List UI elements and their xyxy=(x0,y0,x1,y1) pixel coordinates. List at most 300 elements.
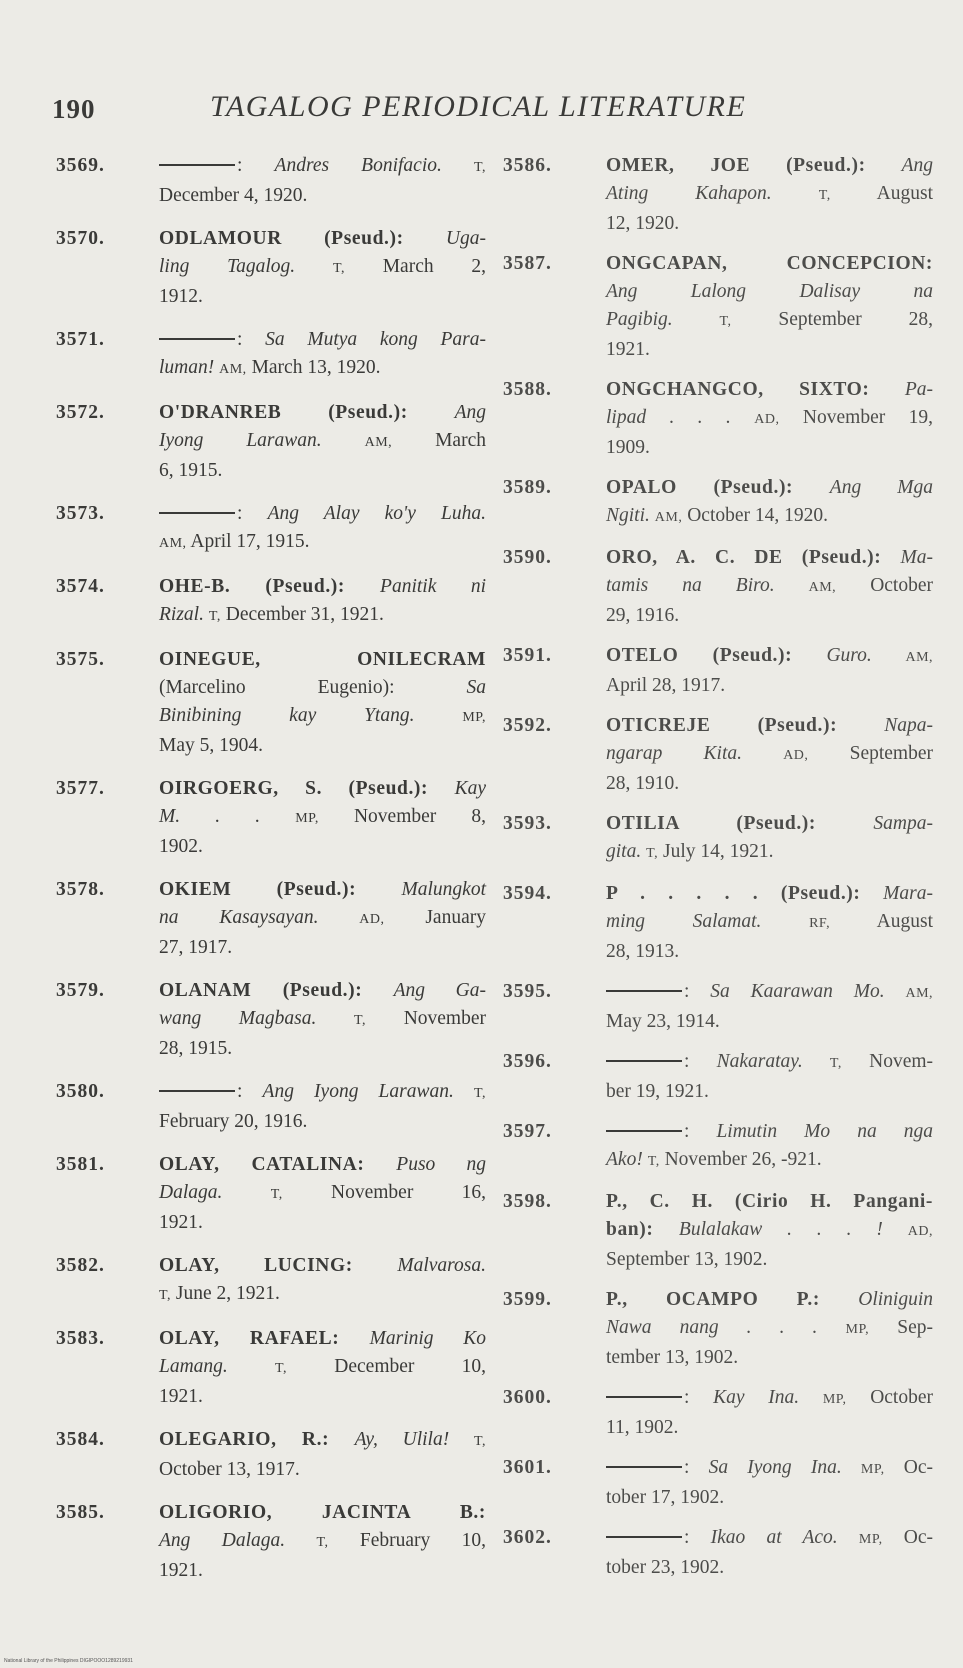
entry-line xyxy=(159,1252,486,1280)
entry-title: ling Tagalog. xyxy=(159,256,296,277)
entry-title: Sa Kaarawan Mo. xyxy=(710,981,885,1002)
publication-code: AM, xyxy=(159,536,187,551)
entry-title: Guro. xyxy=(826,645,872,666)
bibliography-entry xyxy=(56,573,486,631)
entry-text: : xyxy=(684,1387,714,1408)
entry-text: January xyxy=(384,907,486,928)
entry-title: Ating Kahapon. xyxy=(606,183,772,204)
ditto-dash xyxy=(606,990,682,992)
entry-line xyxy=(159,182,486,210)
publication-code: AM, xyxy=(905,986,934,1001)
entry-title: Ang Ga- xyxy=(393,980,486,1001)
entry-author: OPALO (Pseud.): xyxy=(606,477,830,498)
entry-number: 3591 . xyxy=(503,642,552,670)
entry-text: tober 17, 1902. xyxy=(606,1487,725,1508)
entry-line xyxy=(606,642,933,672)
entry-line xyxy=(159,1353,486,1383)
entry-title: Sa Mutya kong Para- xyxy=(265,329,487,350)
entry-number: 3601 . xyxy=(503,1454,552,1482)
bibliography-entry xyxy=(56,1325,486,1411)
entry-line xyxy=(159,283,486,311)
entry-text: : xyxy=(684,1121,717,1142)
entry-title: Bulalakaw . . . ! xyxy=(678,1219,883,1240)
entry-line xyxy=(606,1454,933,1484)
bibliography-entry xyxy=(503,1188,933,1274)
right-column xyxy=(503,152,933,1594)
entry-line xyxy=(606,770,933,798)
entry-text xyxy=(883,1219,908,1240)
entry-title: Dalaga. xyxy=(159,1182,223,1203)
entry-line xyxy=(606,572,933,602)
entry-line xyxy=(159,646,486,674)
entry-line xyxy=(606,278,933,306)
entry-line xyxy=(159,977,486,1005)
entry-title: Sa xyxy=(466,677,486,698)
entry-title: ming Salamat. xyxy=(606,911,762,932)
entry-text xyxy=(454,1081,474,1102)
entry-text: : xyxy=(684,1527,711,1548)
bibliography-entry xyxy=(56,977,486,1063)
entry-line xyxy=(606,210,933,238)
bibliography-entry xyxy=(503,1048,933,1106)
entry-author: O'DRANREB (Pseud.): xyxy=(159,402,455,423)
entry-text xyxy=(442,155,474,176)
entry-number: 3572 . xyxy=(56,399,105,427)
page-header xyxy=(52,90,932,140)
publication-code: T, xyxy=(159,1288,172,1303)
entry-line xyxy=(159,457,486,485)
entry-text xyxy=(872,645,906,666)
entry-title: Ang Mga xyxy=(829,477,933,498)
entry-text: Oc- xyxy=(882,1527,934,1548)
bibliography-entry xyxy=(56,1252,486,1310)
entry-text xyxy=(295,256,333,277)
entry-number: 3597 . xyxy=(503,1118,552,1146)
bibliography-entry xyxy=(503,544,933,630)
publication-code: MP, xyxy=(295,811,319,826)
entry-line xyxy=(159,601,486,631)
publication-code: MP, xyxy=(822,1392,847,1407)
entry-number: 3574 . xyxy=(56,573,105,601)
entry-line xyxy=(606,1118,933,1146)
entry-line xyxy=(159,876,486,904)
bibliography-entry xyxy=(56,1078,486,1136)
entry-text xyxy=(761,911,809,932)
entry-title: Rizal. xyxy=(159,604,204,625)
entry-text: 27, 1917. xyxy=(159,937,233,958)
entry-text xyxy=(731,407,754,428)
entry-title: Sampa- xyxy=(873,813,933,834)
entry-title: Kay Ina. xyxy=(713,1387,800,1408)
entry-line xyxy=(606,336,933,364)
publication-code: T, xyxy=(647,1154,660,1169)
entry-line xyxy=(606,1344,933,1372)
entry-line xyxy=(159,326,486,354)
publication-code: MP, xyxy=(462,710,486,725)
bibliography-entry xyxy=(56,225,486,311)
entry-text xyxy=(318,907,359,928)
entry-title: Lamang. xyxy=(159,1356,228,1377)
entry-number: 3583 . xyxy=(56,1325,105,1353)
entry-author: P., OCAMPO P.: xyxy=(606,1289,859,1310)
entry-text: 28, 1913. xyxy=(606,941,680,962)
entry-text: November 26, -921. xyxy=(659,1149,822,1170)
left-column xyxy=(56,152,486,1600)
entry-line xyxy=(159,775,486,803)
entry-text xyxy=(799,1387,823,1408)
entry-text: Novem- xyxy=(841,1051,934,1072)
ditto-dash xyxy=(606,1060,682,1062)
entry-line xyxy=(606,938,933,966)
publication-code: MP, xyxy=(858,1532,883,1547)
entry-line xyxy=(606,1484,933,1512)
entry-title: Pagibig. xyxy=(606,309,673,330)
entry-title: Iyong Larawan. xyxy=(159,430,322,451)
entry-number: 3592 . xyxy=(503,712,552,740)
bibliography-entry xyxy=(56,500,486,558)
entry-line xyxy=(159,152,486,182)
entry-line xyxy=(159,1005,486,1035)
entry-text: 1921. xyxy=(159,1212,203,1233)
entry-line xyxy=(159,573,486,601)
publication-code: T, xyxy=(818,188,831,203)
entry-title: gita. xyxy=(606,841,642,862)
entry-title: Oliniguin xyxy=(858,1289,933,1310)
entry-text: December 10, xyxy=(287,1356,486,1377)
entry-author: OLEGARIO, R.: xyxy=(159,1429,355,1450)
entry-title: na Kasaysayan. xyxy=(159,907,319,928)
entry-title: Ako! xyxy=(606,1149,643,1170)
publication-code: T, xyxy=(719,314,732,329)
ditto-dash xyxy=(606,1466,682,1468)
entry-text: tember 13, 1902. xyxy=(606,1347,739,1368)
entry-text: August xyxy=(830,911,933,932)
entry-title: Ang Lalong Dalisay na xyxy=(606,281,933,302)
running-title: TAGALOG PERIODICAL LITERATURE xyxy=(210,90,747,123)
ditto-dash xyxy=(159,1090,235,1092)
entry-title: Ang Alay ko'y Luha. xyxy=(267,503,486,524)
entry-title: M. . . xyxy=(159,806,261,827)
entry-text xyxy=(414,705,462,726)
entry-number: 3589 . xyxy=(503,474,552,502)
entry-author: OLANAM (Pseud.): xyxy=(159,980,394,1001)
bibliography-entry xyxy=(56,646,486,760)
entry-text xyxy=(775,575,809,596)
entry-author: ORO, A. C. DE (Pseud.): xyxy=(606,547,901,568)
entry-title: Kay xyxy=(454,778,486,799)
entry-text: December 4, 1920. xyxy=(159,185,308,206)
entry-title: Binibining kay Ytang. xyxy=(159,705,415,726)
entry-line xyxy=(159,225,486,253)
entry-text xyxy=(838,1527,859,1548)
entry-text: May 5, 1904. xyxy=(159,735,263,756)
entry-number: 3588 . xyxy=(503,376,552,404)
entry-line xyxy=(606,908,933,938)
bibliography-entry xyxy=(56,1151,486,1237)
publication-code: T, xyxy=(474,160,487,175)
publication-code: AD, xyxy=(754,412,780,427)
entry-line xyxy=(606,306,933,336)
entry-number: 3570 . xyxy=(56,225,105,253)
publication-code: AM, xyxy=(219,362,247,377)
bibliography-entry xyxy=(56,876,486,962)
entry-number: 3600 . xyxy=(503,1384,552,1412)
publication-code: AD, xyxy=(907,1224,934,1239)
entry-line xyxy=(159,253,486,283)
entry-line xyxy=(159,1108,486,1136)
entry-author: P., C. H. (Cirio H. Pangani- xyxy=(606,1191,933,1212)
entry-title: Nakaratay. xyxy=(716,1051,803,1072)
entry-author: ONGCHANGCO, SIXTO: xyxy=(606,379,905,400)
ditto-dash xyxy=(606,1536,682,1538)
ditto-dash xyxy=(606,1396,682,1398)
ditto-dash xyxy=(159,164,235,166)
entry-title: Uga- xyxy=(445,228,486,249)
entry-text: February 20, 1916. xyxy=(159,1111,308,1132)
entry-line xyxy=(159,1035,486,1063)
entry-author: ODLAMOUR (Pseud.): xyxy=(159,228,446,249)
entry-text xyxy=(260,806,295,827)
entry-line xyxy=(606,1008,933,1036)
entry-line xyxy=(606,376,933,404)
entry-text: : xyxy=(237,1081,263,1102)
publication-code: T, xyxy=(316,1535,329,1550)
entry-text: April 28, 1917. xyxy=(606,675,726,696)
entry-line xyxy=(606,880,933,908)
entry-number: 3593 . xyxy=(503,810,552,838)
publication-code: T, xyxy=(208,609,221,624)
entry-author: OLAY, LUCING: xyxy=(159,1255,398,1276)
entry-text: 12, 1920. xyxy=(606,213,680,234)
entry-number: 3586 . xyxy=(503,152,552,180)
entry-text: : xyxy=(684,981,711,1002)
publication-code: AM, xyxy=(905,650,934,665)
entry-line xyxy=(159,354,486,384)
publication-code: AM, xyxy=(654,510,683,525)
entry-line xyxy=(159,904,486,934)
entry-text xyxy=(742,743,783,764)
entry-title: wang Magbasa. xyxy=(159,1008,317,1029)
entry-line xyxy=(159,1179,486,1209)
bibliography-entry xyxy=(503,376,933,462)
entry-line xyxy=(606,1384,933,1414)
entry-line xyxy=(606,810,933,838)
entry-line xyxy=(159,833,486,861)
entry-text xyxy=(285,1530,316,1551)
entry-line xyxy=(159,1325,486,1353)
entry-line xyxy=(606,1314,933,1344)
bibliography-entry xyxy=(503,1118,933,1176)
entry-number: 3598 . xyxy=(503,1188,552,1216)
entry-text: (Marcelino Eugenio): xyxy=(159,677,467,698)
entry-text: June 2, 1921. xyxy=(171,1283,280,1304)
entry-author: OINEGUE, ONILECRAM xyxy=(159,649,486,670)
entry-text: 1921. xyxy=(159,1386,203,1407)
entry-text: February 10, xyxy=(328,1530,486,1551)
publication-code: MP, xyxy=(860,1462,885,1477)
publication-code: T, xyxy=(275,1361,288,1376)
publication-code: AM, xyxy=(364,435,393,450)
entry-line xyxy=(606,474,933,502)
entry-number: 3571 . xyxy=(56,326,105,354)
entry-line xyxy=(159,1456,486,1484)
bibliography-entry xyxy=(56,152,486,210)
entry-author: ONGCAPAN, CONCEPCION: xyxy=(606,253,933,274)
entry-number: 3581 . xyxy=(56,1151,105,1179)
entry-line xyxy=(606,978,933,1008)
entry-number: 3578 . xyxy=(56,876,105,904)
entry-line xyxy=(159,1151,486,1179)
entry-number: 3577 . xyxy=(56,775,105,803)
entry-author: P . . . . . (Pseud.): xyxy=(606,883,884,904)
entry-text: October xyxy=(846,1387,934,1408)
entry-text xyxy=(449,1429,474,1450)
entry-line xyxy=(606,250,933,278)
entry-line xyxy=(159,1426,486,1456)
entry-line xyxy=(159,1280,486,1310)
bibliography-entry xyxy=(56,326,486,384)
entry-text: Sep- xyxy=(869,1317,934,1338)
entry-title: Napa- xyxy=(884,715,933,736)
entry-title: ngarap Kita. xyxy=(606,743,742,764)
entry-text: : xyxy=(684,1457,709,1478)
bibliography-entry xyxy=(503,880,933,966)
entry-text: 1902. xyxy=(159,836,203,857)
entry-text: October 13, 1917. xyxy=(159,1459,300,1480)
entry-text: July 14, 1921. xyxy=(658,841,774,862)
publication-code: T, xyxy=(354,1013,367,1028)
entry-line xyxy=(159,500,486,528)
entry-number: 3573 . xyxy=(56,500,105,528)
entry-line xyxy=(606,712,933,740)
entry-text: September 13, 1902. xyxy=(606,1249,768,1270)
entry-line xyxy=(159,702,486,732)
entry-text: December 31, 1921. xyxy=(220,604,384,625)
entry-line xyxy=(159,803,486,833)
entry-author: OTELO (Pseud.): xyxy=(606,645,827,666)
entry-text: ber 19, 1921. xyxy=(606,1081,709,1102)
entry-number: 3575 . xyxy=(56,646,105,674)
ditto-dash xyxy=(159,512,235,514)
bibliography-entry xyxy=(503,978,933,1036)
entry-text: 1912. xyxy=(159,286,203,307)
entry-number: 3594 . xyxy=(503,880,552,908)
publication-code: T, xyxy=(332,261,345,276)
entry-line xyxy=(606,602,933,630)
entry-line xyxy=(606,1048,933,1078)
entry-line xyxy=(606,1146,933,1176)
entry-text: March xyxy=(392,430,486,451)
entry-title: Ang Iyong Larawan. xyxy=(262,1081,454,1102)
entry-author: OTICREJE (Pseud.): xyxy=(606,715,885,736)
entry-line xyxy=(606,1188,933,1216)
entry-line xyxy=(159,732,486,760)
entry-text: : xyxy=(684,1051,717,1072)
entry-text: 1921. xyxy=(159,1560,203,1581)
entry-text: 1909. xyxy=(606,437,650,458)
entry-text xyxy=(222,1182,270,1203)
entry-number: 3582 . xyxy=(56,1252,105,1280)
entry-title: Mara- xyxy=(883,883,933,904)
entry-line xyxy=(606,1286,933,1314)
bibliography-entry xyxy=(503,474,933,532)
ditto-dash xyxy=(159,338,235,340)
entry-line xyxy=(606,1216,933,1246)
bibliography-entry xyxy=(56,399,486,485)
publication-code: T, xyxy=(473,1086,486,1101)
publication-code: MP, xyxy=(845,1322,870,1337)
entry-text: November 16, xyxy=(282,1182,486,1203)
entry-text: November 8, xyxy=(318,806,487,827)
entry-number: 3602 . xyxy=(503,1524,552,1552)
entry-line xyxy=(606,838,933,868)
entry-text: : xyxy=(237,155,275,176)
entry-text: 6, 1915. xyxy=(159,460,223,481)
entry-author: ban): xyxy=(606,1219,679,1240)
entry-text: September 28, xyxy=(731,309,934,330)
entry-title: Andres Bonifacio. xyxy=(274,155,442,176)
entry-number: 3569 . xyxy=(56,152,105,180)
entry-text: September xyxy=(808,743,933,764)
entry-text: May 23, 1914. xyxy=(606,1011,720,1032)
bibliography-entry xyxy=(56,1499,486,1585)
entry-line xyxy=(606,672,933,700)
bibliography-entry xyxy=(503,712,933,798)
entry-title: tamis na Biro. xyxy=(606,575,775,596)
bibliography-entry xyxy=(56,775,486,861)
entry-text: Oc- xyxy=(884,1457,933,1478)
entry-author: OKIEM (Pseud.): xyxy=(159,879,402,900)
entry-text: : xyxy=(237,329,266,350)
entry-line xyxy=(159,1527,486,1557)
publication-code: T, xyxy=(474,1434,487,1449)
publication-code: T, xyxy=(646,846,659,861)
entry-number: 3579 . xyxy=(56,977,105,1005)
entry-text: 11, 1902. xyxy=(606,1417,679,1438)
entry-number: 3590 . xyxy=(503,544,552,572)
entry-title: luman! xyxy=(159,357,215,378)
entry-number: 3599 . xyxy=(503,1286,552,1314)
entry-line xyxy=(606,180,933,210)
entry-line xyxy=(159,399,486,427)
entry-title: Puso ng xyxy=(396,1154,486,1175)
entry-line xyxy=(606,1414,933,1442)
entry-line xyxy=(159,427,486,457)
entry-title: Malvarosa. xyxy=(397,1255,486,1276)
entry-text: August xyxy=(830,183,933,204)
entry-text: 29, 1916. xyxy=(606,605,680,626)
publication-code: AM, xyxy=(808,580,837,595)
entry-text xyxy=(885,981,906,1002)
entry-text: 28, 1910. xyxy=(606,773,680,794)
bibliography-entry xyxy=(56,1426,486,1484)
entry-line xyxy=(159,934,486,962)
entry-text xyxy=(842,1457,861,1478)
entry-number: 3596 . xyxy=(503,1048,552,1076)
entry-line xyxy=(606,1554,933,1582)
entry-line xyxy=(606,502,933,532)
entry-title: lipad . . . xyxy=(606,407,731,428)
entry-title: Ang Dalaga. xyxy=(159,1530,286,1551)
entry-line xyxy=(606,740,933,770)
bibliography-entry xyxy=(503,810,933,868)
entry-text xyxy=(316,1008,354,1029)
entry-text: March 13, 1920. xyxy=(246,357,381,378)
entry-line xyxy=(159,1499,486,1527)
entry-text xyxy=(228,1356,275,1377)
bibliography-entry xyxy=(503,1454,933,1512)
entry-line xyxy=(159,1078,486,1108)
